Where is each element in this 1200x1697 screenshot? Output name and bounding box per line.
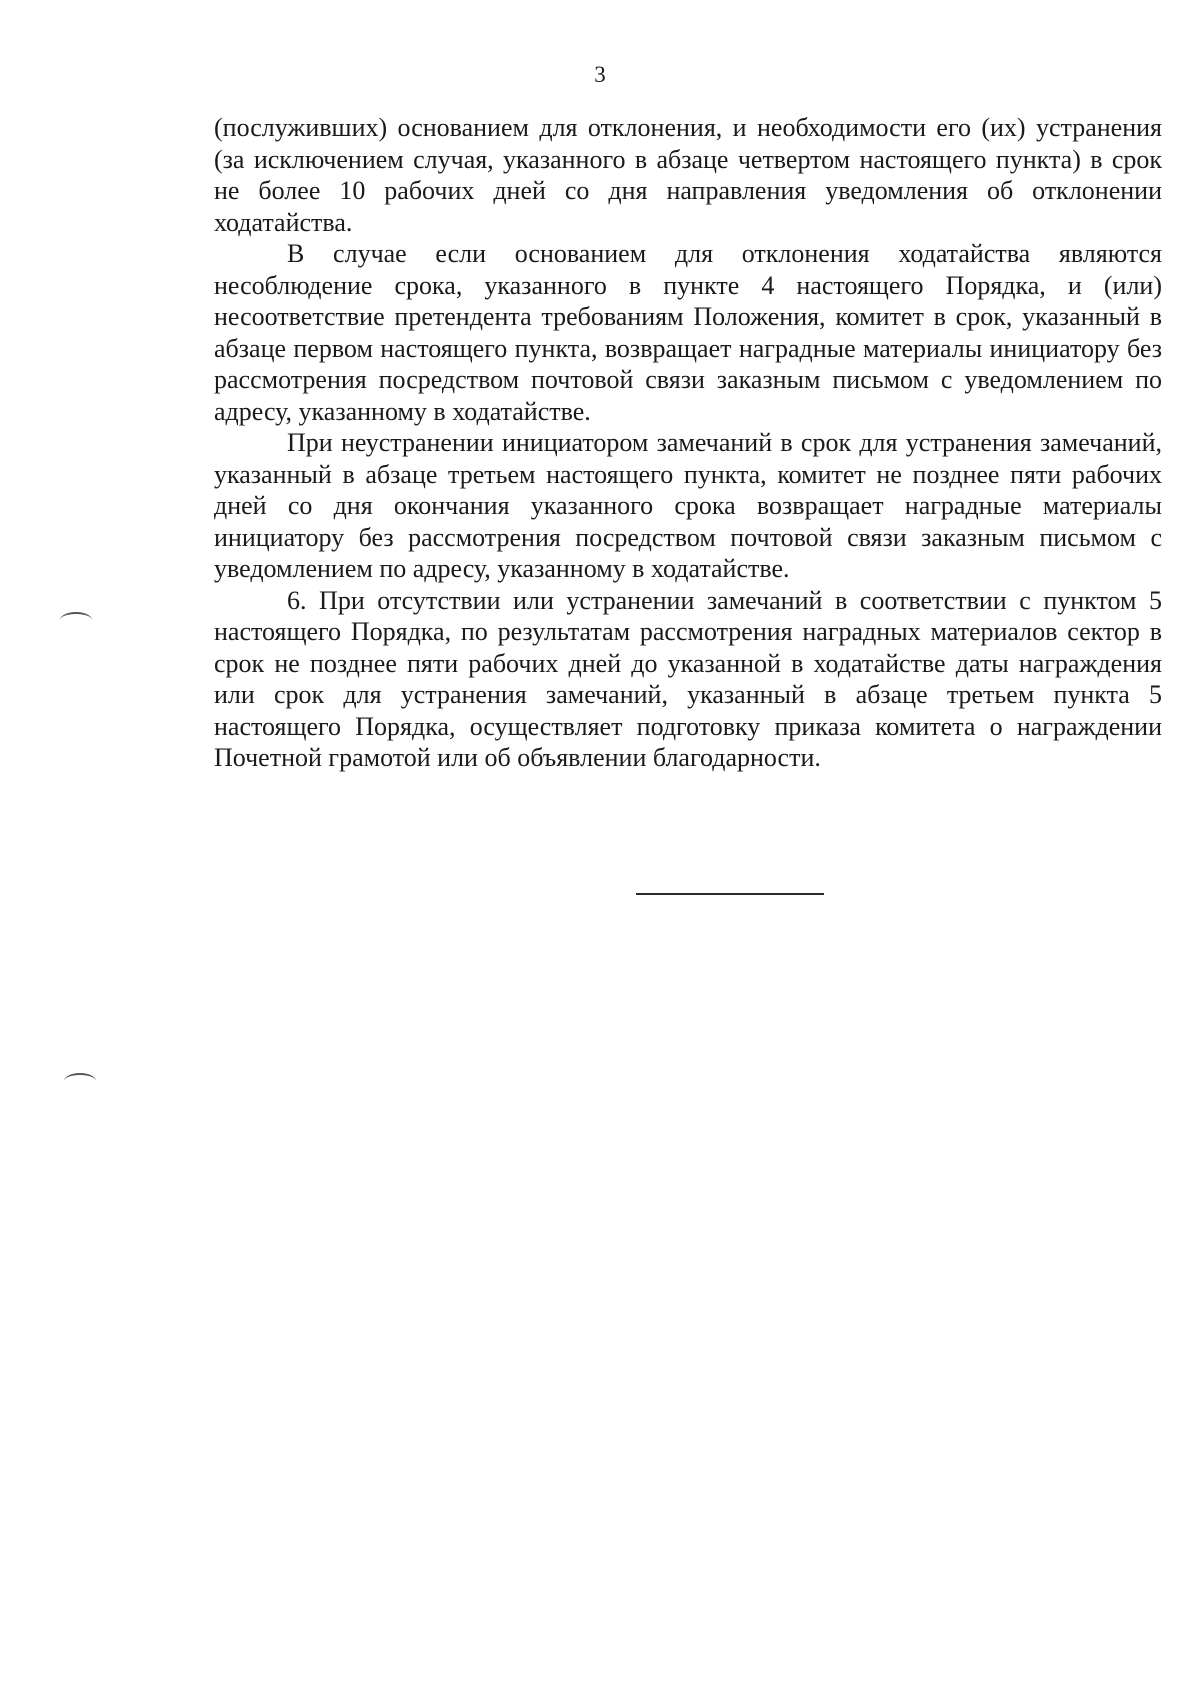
paragraph-return-without-review: В случае если основанием для отклонения ходатайства являются несоблюдение срока, указанного в пункте 4 настоящего Порядка, и (или) несоответствие претендента требованиям Положения, комитет в срок, указанный в абзаце первом настоящего пункта, возвращает наградные материалы инициатору без рассмотрения посредством почтовой связи заказным письмом с уведомлением по адресу, указанному в ходатайстве. [214, 239, 1162, 426]
closing-divider-line [636, 893, 824, 895]
page-number: 3 [594, 62, 606, 87]
document-body [214, 112, 1162, 774]
paragraph-continuation: (послуживших) основанием для отклонения, и необходимости его (их) устранения (за исключением случая, указанного в абзаце четвертом настоящего пункта) в срок не более 10 рабочих дней со дня направления уведомления об отклонении ходатайства. [214, 113, 1162, 237]
paragraph-item-6: 6. При отсутствии или устранении замечаний в соответствии с пунктом 5 настоящего Порядка, по результатам рассмотрения наградных материалов сектор в срок не позднее пяти рабочих дней до указанной в ходатайстве даты награждения или срок для устранения замечаний, указанный в абзаце третьем пункта 5 настоящего Порядка, осуществляет подготовку приказа комитета о награждении Почетной грамотой или об объявлении благодарности. [214, 585, 1162, 772]
paragraph-unresolved-remarks: При неустранении инициатором замечаний в срок для устранения замечаний, указанный в абзаце третьем настоящего пункта, комитет не позднее пяти рабочих дней со дня окончания указанного срока возвращает наградные материалы инициатору без рассмотрения посредством почтовой связи заказным письмом с уведомлением по адресу, указанному в ходатайстве. [214, 428, 1162, 583]
scan-artifact-mark [64, 1073, 96, 1089]
scan-artifact-mark [60, 612, 92, 628]
